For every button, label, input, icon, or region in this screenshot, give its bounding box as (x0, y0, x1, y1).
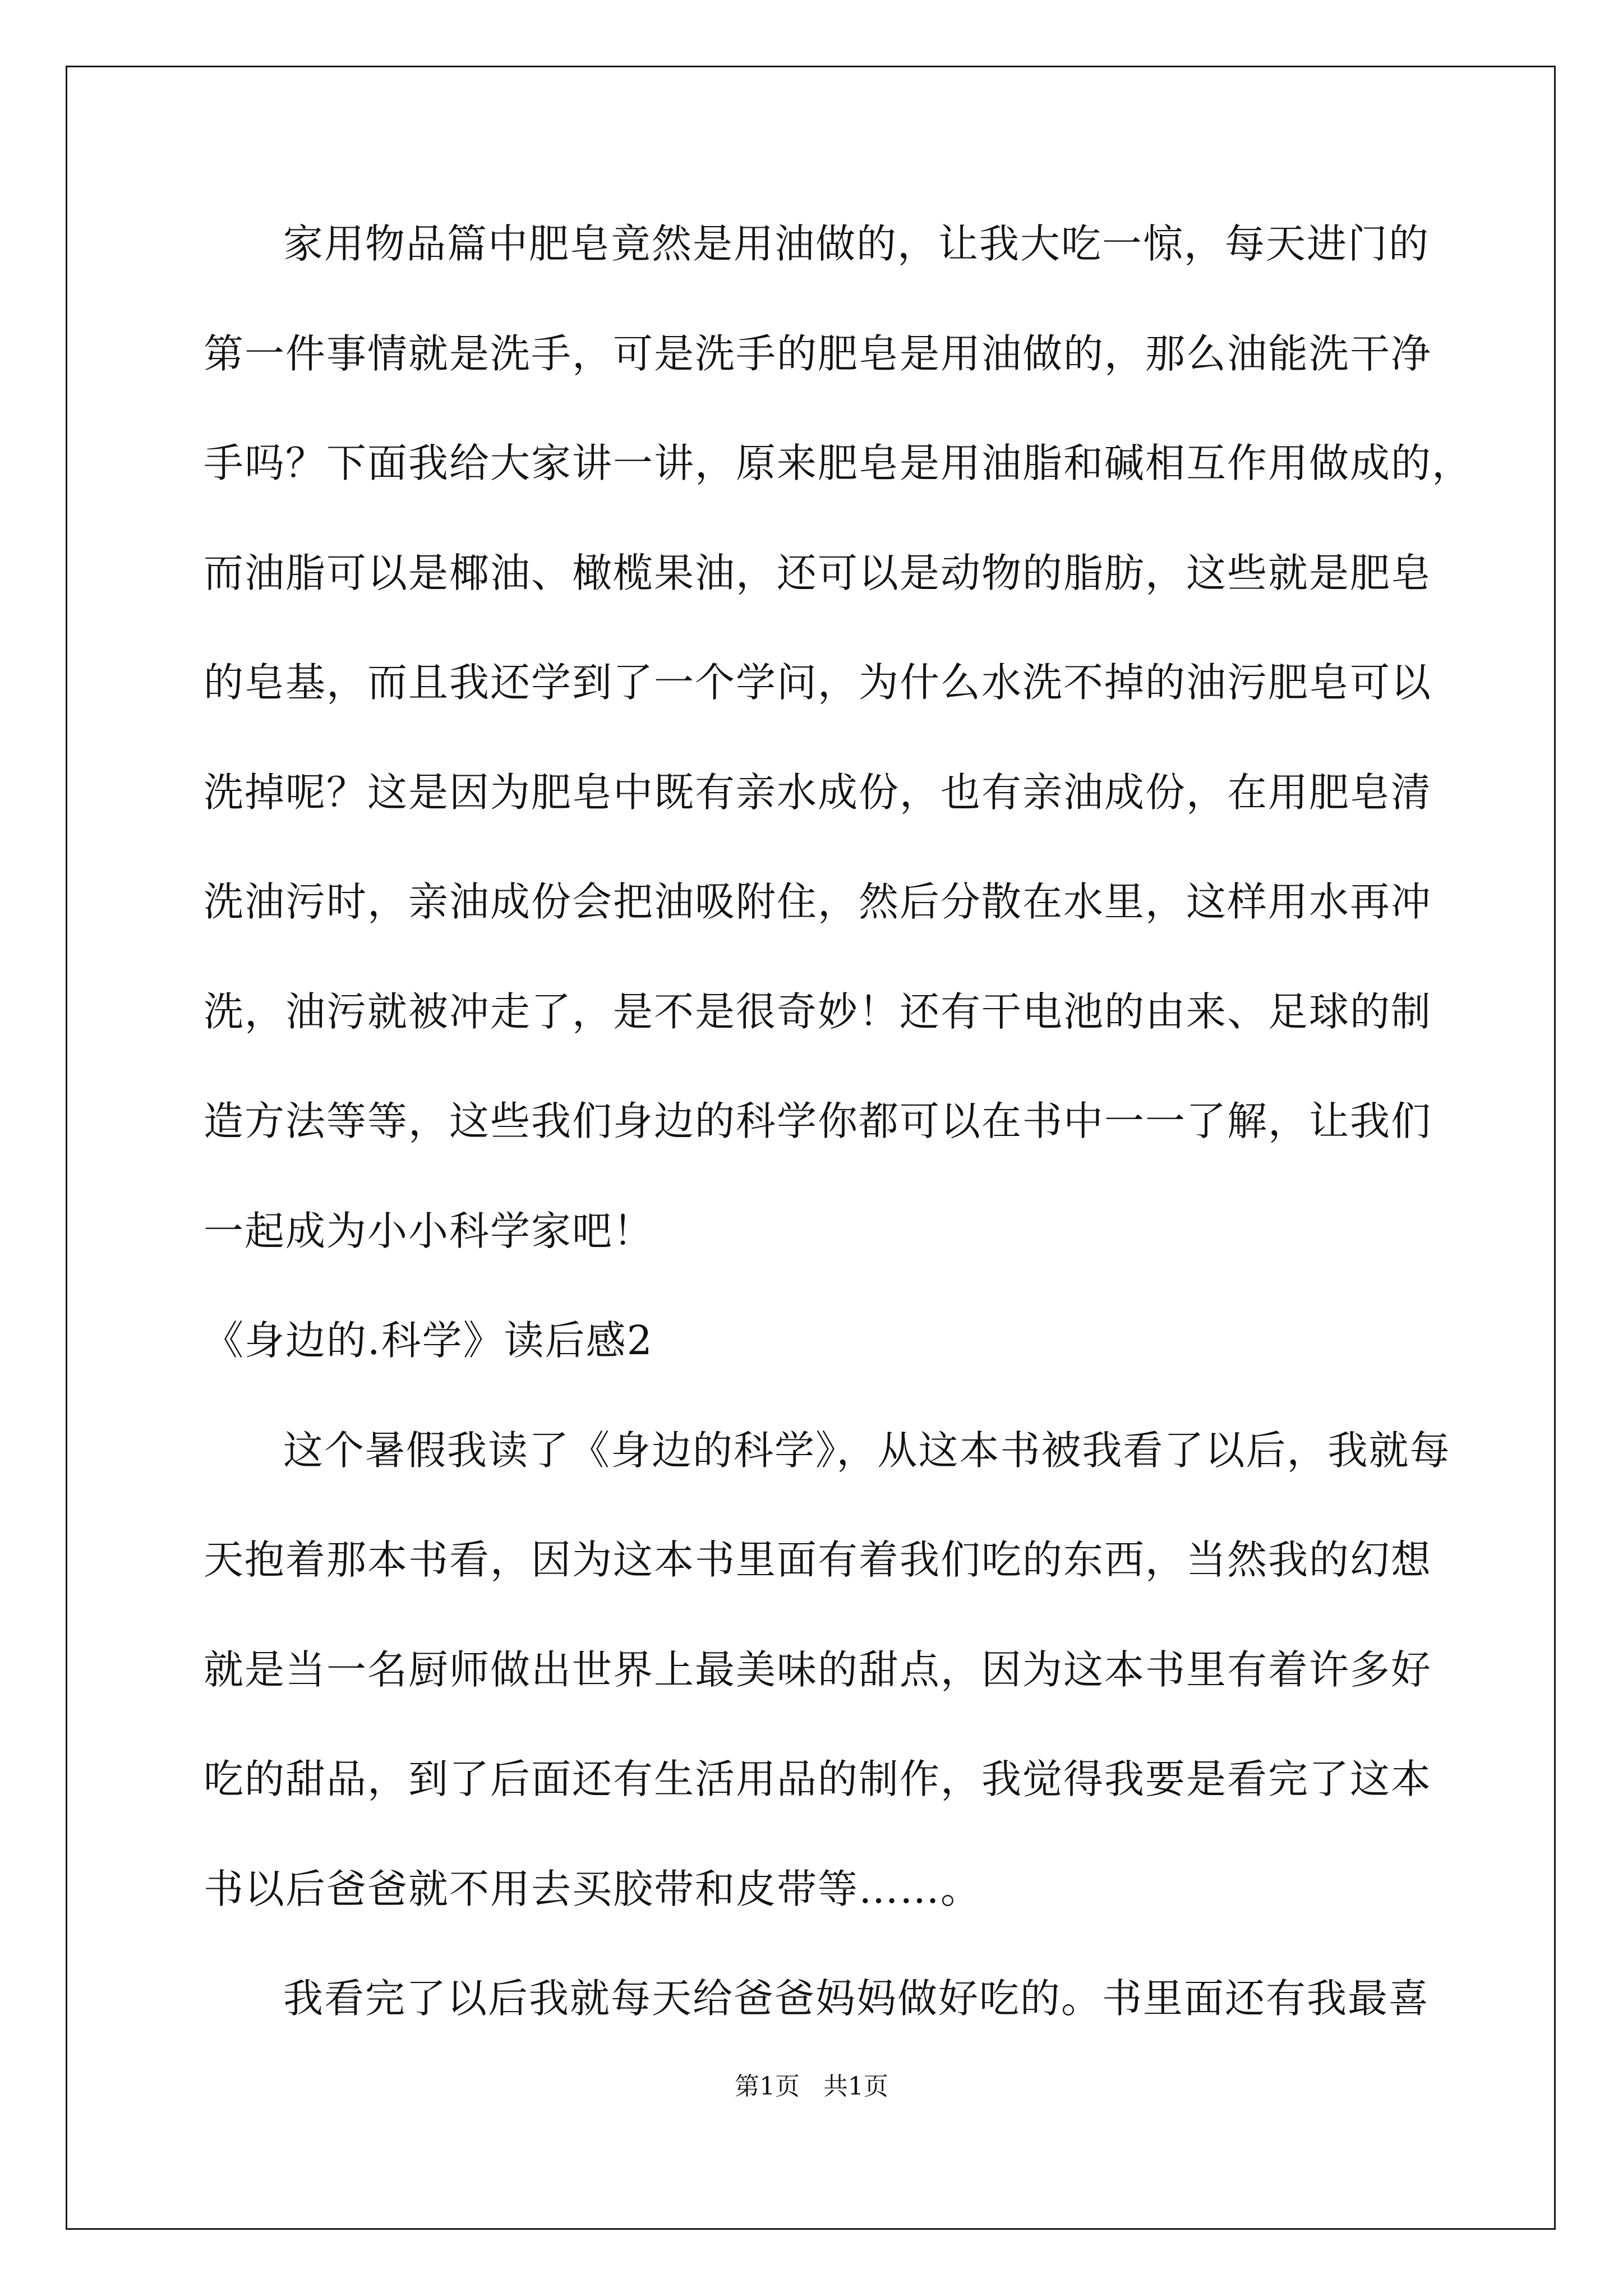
paragraph-line: 洗油污时，亲油成份会把油吸附住，然后分散在水里，这样用水再冲 (204, 878, 1432, 925)
paragraph-line: 洗，油污就被冲走了，是不是很奇妙！还有干电池的由来、足球的制 (204, 988, 1432, 1035)
paragraph-line: 家用物品篇中肥皂竟然是用油做的，让我大吃一惊，每天进门的 (283, 220, 1430, 267)
paragraph-line: 手吗？下面我给大家讲一讲，原来肥皂是用油脂和碱相互作用做成的， (204, 440, 1473, 486)
paragraph-line: 天抱着那本书看，因为这本书里面有着我们吃的东西，当然我的幻想 (204, 1536, 1432, 1583)
paragraph-line: 书以后爸爸就不用去买胶带和皮带等……。 (204, 1865, 982, 1912)
paragraph-line: 洗掉呢？这是因为肥皂中既有亲水成份，也有亲油成份，在用肥皂清 (204, 769, 1432, 816)
paragraph-line: 而油脂可以是椰油、橄榄果油，还可以是动物的脂肪，这些就是肥皂 (204, 549, 1432, 596)
paragraph-line: 的皂基，而且我还学到了一个学问，为什么水洗不掉的油污肥皂可以 (204, 659, 1432, 706)
paragraph-line: 吃的甜品，到了后面还有生活用品的制作，我觉得我要是看完了这本 (204, 1756, 1432, 1802)
document-body (204, 216, 1473, 2081)
paragraph-line: 就是当一名厨师做出世界上最美味的甜点，因为这本书里有着许多好 (204, 1646, 1432, 1693)
page-footer: 第1页 共1页 (735, 2072, 888, 2101)
paragraph-line: 我看完了以后我就每天给爸爸妈妈做好吃的。书里面还有我最喜 (283, 1975, 1430, 2022)
paragraph-line: 造方法等等，这些我们身边的科学你都可以在书中一一了解，让我们 (204, 1098, 1432, 1144)
paragraph-line: 这个暑假我读了《身边的科学》，从这本书被我看了以后，我就每 (283, 1427, 1451, 1474)
paragraph-line: 一起成为小小科学家吧！ (204, 1207, 654, 1254)
paragraph-line: 第一件事情就是洗手，可是洗手的肥皂是用油做的，那么油能洗干净 (204, 330, 1432, 377)
section-title: 《身边的.科学》读后感2 (204, 1317, 653, 1364)
